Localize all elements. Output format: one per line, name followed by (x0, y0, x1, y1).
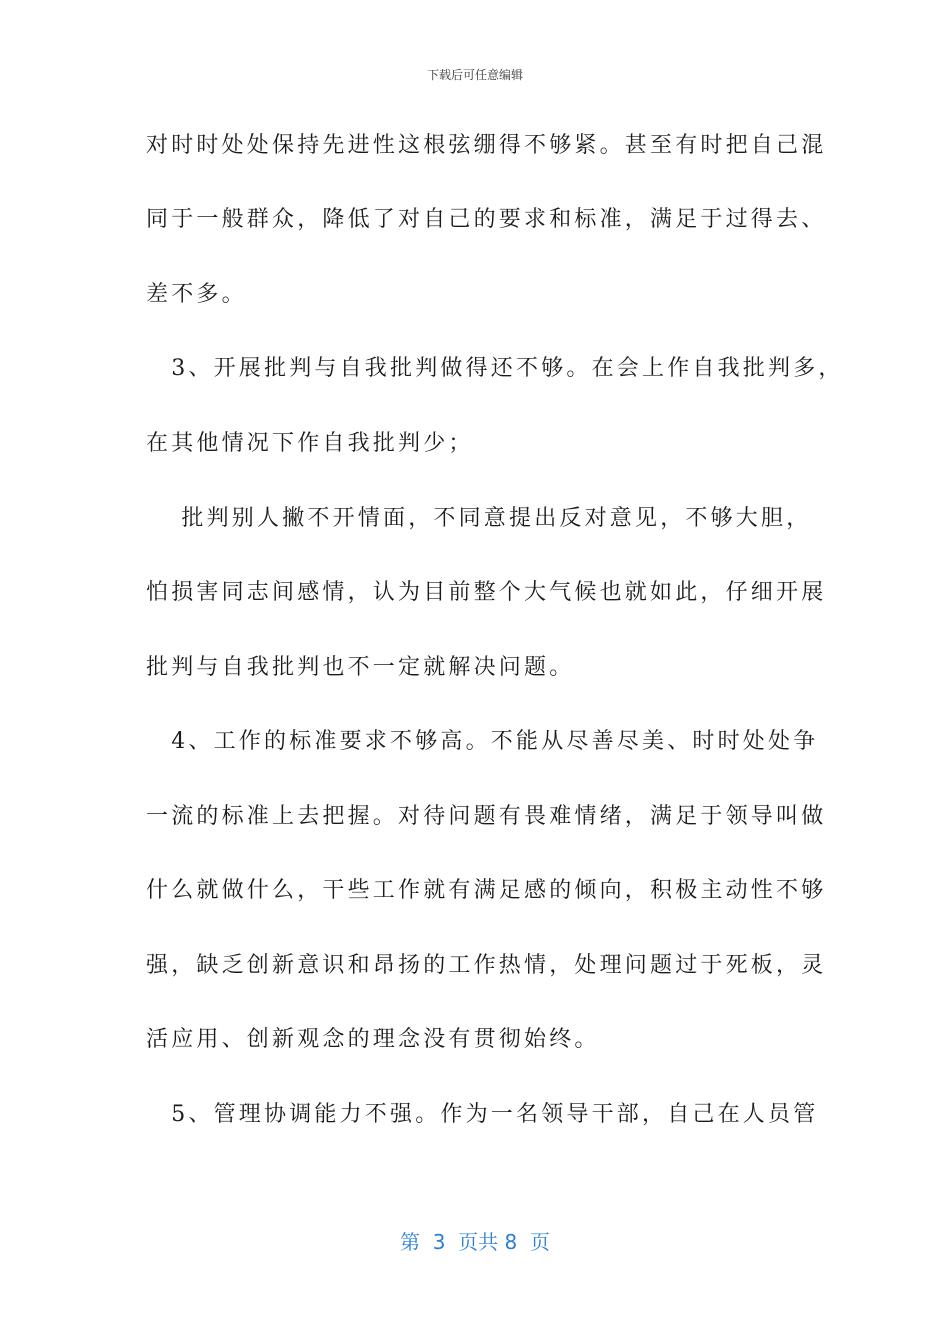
body-line-4: 3、开展批判与自我批判做得还不够。在会上作自我批判多， (146, 356, 844, 381)
page-footer: 第 3 页共 8 页 (400, 1230, 550, 1254)
body-line-9: 4、工作的标准要求不够高。不能从尽善尽美、时时处处争 (146, 729, 819, 754)
body-line-2: 同于一般群众，降低了对自己的要求和标准，满足于过得去、 (146, 207, 827, 232)
body-line-6: 批判别人撇不开情面，不同意提出反对意见，不够大胆， (146, 506, 812, 531)
body-line-10: 一流的标准上去把握。对待问题有畏难情绪，满足于领导叫做 (146, 804, 827, 829)
body-line-14: 5、管理协调能力不强。作为一名领导干部，自己在人员管 (146, 1102, 819, 1127)
body-line-12: 强，缺乏创新意识和昂扬的工作热情，处理问题过于死板，灵 (146, 953, 827, 978)
body-line-8: 批判与自我批判也不一定就解决问题。 (146, 655, 575, 680)
body-line-3: 差不多。 (146, 282, 247, 307)
body-line-1: 对时时处处保持先进性这根弦绷得不够紧。甚至有时把自己混 (146, 133, 827, 158)
page-header: 下载后可任意编辑 (426, 68, 523, 82)
body-line-11: 什么就做什么，干些工作就有满足感的倾向，积极主动性不够 (146, 878, 827, 903)
body-line-13: 活应用、创新观念的理念没有贯彻始终。 (146, 1027, 600, 1052)
body-line-7: 怕损害同志间感情，认为目前整个大气候也就如此，仔细开展 (146, 580, 827, 605)
body-line-5: 在其他情况下作自我批判少； (146, 431, 474, 456)
